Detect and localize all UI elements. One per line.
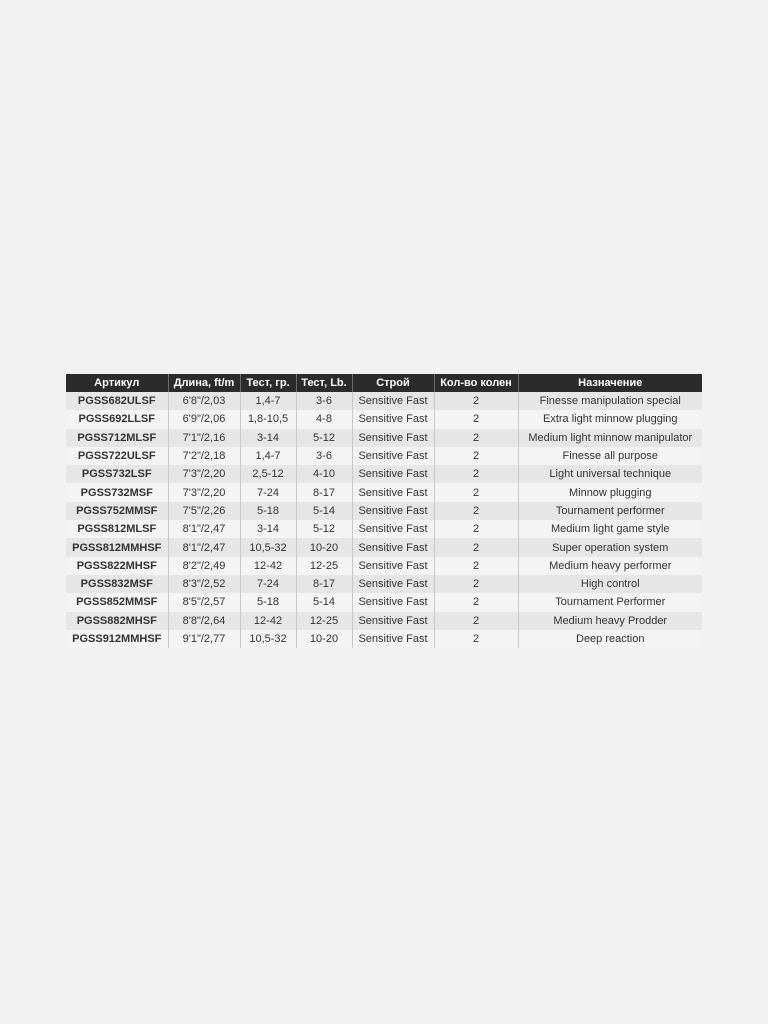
cell-purpose: Finesse manipulation special [518, 392, 702, 410]
cell-test-lb: 10-20 [296, 538, 352, 556]
cell-purpose: Finesse all purpose [518, 447, 702, 465]
cell-test-grams: 3-14 [240, 429, 296, 447]
cell-length: 6'9"/2,06 [168, 410, 240, 428]
cell-length: 8'5"/2,57 [168, 593, 240, 611]
header-action: Строй [352, 374, 434, 392]
cell-sku: PGSS732LSF [66, 465, 168, 483]
cell-sections: 2 [434, 538, 518, 556]
cell-purpose: Medium heavy Prodder [518, 612, 702, 630]
rod-spec-table [66, 374, 702, 648]
table-row [66, 575, 702, 593]
table-row [66, 630, 702, 648]
cell-test-grams: 7-24 [240, 483, 296, 501]
cell-test-lb: 3-6 [296, 392, 352, 410]
cell-sections: 2 [434, 483, 518, 501]
cell-test-lb: 10-20 [296, 630, 352, 648]
cell-sku: PGSS822MHSF [66, 557, 168, 575]
cell-test-grams: 12-42 [240, 557, 296, 575]
cell-length: 7'3"/2,20 [168, 483, 240, 501]
cell-length: 8'1"/2,47 [168, 520, 240, 538]
table-row [66, 593, 702, 611]
table-row [66, 483, 702, 501]
cell-action: Sensitive Fast [352, 429, 434, 447]
cell-sections: 2 [434, 392, 518, 410]
cell-action: Sensitive Fast [352, 483, 434, 501]
table-row [66, 392, 702, 410]
cell-test-lb: 5-12 [296, 429, 352, 447]
cell-sections: 2 [434, 557, 518, 575]
cell-sku: PGSS812MMHSF [66, 538, 168, 556]
table-row [66, 557, 702, 575]
cell-test-lb: 4-10 [296, 465, 352, 483]
cell-sku: PGSS732MSF [66, 483, 168, 501]
cell-length: 7'2"/2,18 [168, 447, 240, 465]
cell-test-lb: 12-25 [296, 612, 352, 630]
cell-action: Sensitive Fast [352, 557, 434, 575]
table-row [66, 447, 702, 465]
cell-action: Sensitive Fast [352, 520, 434, 538]
cell-action: Sensitive Fast [352, 575, 434, 593]
cell-purpose: Minnow plugging [518, 483, 702, 501]
cell-test-grams: 5-18 [240, 593, 296, 611]
cell-sections: 2 [434, 630, 518, 648]
header-test-lb: Тест, Lb. [296, 374, 352, 392]
cell-test-grams: 1,8-10,5 [240, 410, 296, 428]
cell-test-grams: 3-14 [240, 520, 296, 538]
cell-test-grams: 5-18 [240, 502, 296, 520]
cell-sections: 2 [434, 612, 518, 630]
header-test-grams: Тест, гр. [240, 374, 296, 392]
table-row [66, 538, 702, 556]
cell-purpose: Tournament Performer [518, 593, 702, 611]
cell-sections: 2 [434, 429, 518, 447]
cell-test-lb: 8-17 [296, 483, 352, 501]
cell-sku: PGSS832MSF [66, 575, 168, 593]
header-sku: Артикул [66, 374, 168, 392]
cell-sku: PGSS712MLSF [66, 429, 168, 447]
cell-sections: 2 [434, 593, 518, 611]
header-sections: Кол-во колен [434, 374, 518, 392]
cell-action: Sensitive Fast [352, 502, 434, 520]
cell-purpose: Medium heavy performer [518, 557, 702, 575]
cell-length: 9'1"/2,77 [168, 630, 240, 648]
cell-length: 7'5"/2,26 [168, 502, 240, 520]
cell-purpose: Tournament performer [518, 502, 702, 520]
cell-purpose: Medium light minnow manipulator [518, 429, 702, 447]
cell-sections: 2 [434, 502, 518, 520]
cell-sku: PGSS752MMSF [66, 502, 168, 520]
cell-sku: PGSS812MLSF [66, 520, 168, 538]
table-row [66, 410, 702, 428]
cell-test-lb: 8-17 [296, 575, 352, 593]
cell-sku: PGSS722ULSF [66, 447, 168, 465]
header-length: Длина, ft/m [168, 374, 240, 392]
cell-test-grams: 2,5-12 [240, 465, 296, 483]
cell-sections: 2 [434, 447, 518, 465]
cell-sections: 2 [434, 465, 518, 483]
cell-purpose: High control [518, 575, 702, 593]
cell-test-lb: 4-8 [296, 410, 352, 428]
table-row [66, 520, 702, 538]
cell-length: 8'3"/2,52 [168, 575, 240, 593]
table-row [66, 465, 702, 483]
cell-test-lb: 5-14 [296, 502, 352, 520]
cell-purpose: Extra light minnow plugging [518, 410, 702, 428]
cell-length: 7'3"/2,20 [168, 465, 240, 483]
cell-test-lb: 12-25 [296, 557, 352, 575]
spec-table-container [66, 374, 702, 648]
cell-sku: PGSS882MHSF [66, 612, 168, 630]
header-purpose: Назначение [518, 374, 702, 392]
cell-test-grams: 1,4-7 [240, 392, 296, 410]
cell-action: Sensitive Fast [352, 593, 434, 611]
cell-length: 7'1"/2,16 [168, 429, 240, 447]
table-row [66, 502, 702, 520]
cell-test-grams: 7-24 [240, 575, 296, 593]
cell-action: Sensitive Fast [352, 465, 434, 483]
cell-length: 8'1"/2,47 [168, 538, 240, 556]
cell-test-lb: 3-6 [296, 447, 352, 465]
cell-test-lb: 5-14 [296, 593, 352, 611]
cell-action: Sensitive Fast [352, 630, 434, 648]
cell-length: 8'8"/2,64 [168, 612, 240, 630]
cell-sku: PGSS682ULSF [66, 392, 168, 410]
cell-purpose: Deep reaction [518, 630, 702, 648]
cell-length: 8'2"/2,49 [168, 557, 240, 575]
cell-test-grams: 12-42 [240, 612, 296, 630]
cell-action: Sensitive Fast [352, 447, 434, 465]
cell-sku: PGSS692LLSF [66, 410, 168, 428]
cell-sku: PGSS852MMSF [66, 593, 168, 611]
cell-sections: 2 [434, 410, 518, 428]
cell-test-grams: 10,5-32 [240, 538, 296, 556]
cell-purpose: Light universal technique [518, 465, 702, 483]
cell-action: Sensitive Fast [352, 410, 434, 428]
cell-action: Sensitive Fast [352, 538, 434, 556]
cell-length: 6'8"/2,03 [168, 392, 240, 410]
table-header-row [66, 374, 702, 392]
cell-test-grams: 10,5-32 [240, 630, 296, 648]
table-row [66, 429, 702, 447]
table-row [66, 612, 702, 630]
cell-action: Sensitive Fast [352, 612, 434, 630]
cell-action: Sensitive Fast [352, 392, 434, 410]
cell-sections: 2 [434, 575, 518, 593]
table-body [66, 392, 702, 648]
cell-purpose: Super operation system [518, 538, 702, 556]
cell-sections: 2 [434, 520, 518, 538]
cell-sku: PGSS912MMHSF [66, 630, 168, 648]
cell-purpose: Medium light game style [518, 520, 702, 538]
cell-test-lb: 5-12 [296, 520, 352, 538]
cell-test-grams: 1,4-7 [240, 447, 296, 465]
